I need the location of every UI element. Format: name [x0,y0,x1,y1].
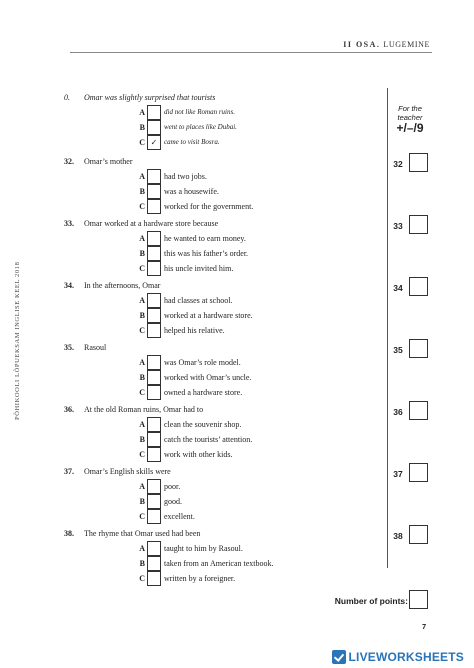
question-text: Omar was slightly surprised that tourists [84,93,216,102]
question-34 [64,279,384,338]
section-header [343,40,430,49]
answer-checkbox[interactable] [147,169,161,184]
score-label: 38 [393,531,403,541]
option-letter: C [139,512,145,521]
option-letter: C [139,138,145,147]
answer-checkbox[interactable] [147,323,161,338]
question-33 [64,217,384,276]
question-number: 34. [64,281,74,290]
option-a [64,169,384,184]
option-a [64,479,384,494]
option-letter: C [139,326,145,335]
score-input-box[interactable] [409,277,428,296]
option-letter: C [139,202,145,211]
question-number: 32. [64,157,74,166]
score-label: 35 [393,345,403,355]
option-text: written by a foreigner. [164,574,236,583]
answer-checkbox[interactable] [147,199,161,214]
answer-checkbox[interactable] [147,571,161,586]
option-c [64,571,384,586]
answer-checkbox[interactable] [147,447,161,462]
option-text: had classes at school. [164,296,233,305]
option-letter: B [139,187,145,196]
option-letter: B [139,311,145,320]
question-text: Omar worked at a hardware store because [84,219,219,228]
question-35 [64,341,384,400]
option-text: taught to him by Rasoul. [164,544,243,553]
question-38 [64,527,384,586]
answer-checkbox[interactable] [147,479,161,494]
option-letter: C [139,388,145,397]
answer-checkbox[interactable] [147,355,161,370]
answer-checkbox[interactable] [147,246,161,261]
section-title: LUGEMINE [383,40,430,49]
footer-bar [0,648,474,668]
page-number: 7 [422,622,427,631]
score-input-box[interactable] [409,153,428,172]
answer-checkbox[interactable] [147,120,161,135]
question-number: 35. [64,343,74,352]
header-divider [70,52,432,53]
option-c [64,261,384,276]
side-exam-label: PÕHIKOOLI LÕPUEKSAM INGLISE KEEL 2018 [14,261,21,420]
option-b [64,556,384,571]
section-number: II OSA. [343,40,381,49]
score-label: 32 [393,159,403,169]
option-letter: A [139,544,145,553]
option-c [64,385,384,400]
answer-checkbox[interactable] [147,417,161,432]
option-b [64,184,384,199]
answer-checkbox[interactable] [147,231,161,246]
answer-checkbox-checked[interactable]: ✓ [147,135,161,150]
question-0 [64,91,384,150]
question-text: At the old Roman ruins, Omar had to [84,405,204,414]
option-text: was Omar’s role model. [164,358,241,367]
answer-checkbox[interactable] [147,293,161,308]
answer-checkbox[interactable] [147,385,161,400]
logo-text: LIVEWORKSHEETS [348,650,464,664]
option-letter: B [139,435,145,444]
option-text: worked for the government. [164,202,254,211]
option-letter: A [139,420,145,429]
option-letter: A [139,234,145,243]
option-letter: A [139,108,145,117]
option-text: taken from an American textbook. [164,559,274,568]
option-text: helped his relative. [164,326,225,335]
option-text: he wanted to earn money. [164,234,246,243]
score-input-box[interactable] [409,525,428,544]
option-letter: B [139,123,145,132]
option-text: excellent. [164,512,195,521]
option-a [64,541,384,556]
option-letter: A [139,172,145,181]
option-text: clean the souvenir shop. [164,420,242,429]
question-text: The rhyme that Omar used had been [84,529,201,538]
answer-checkbox[interactable] [147,509,161,524]
option-a [64,293,384,308]
option-letter: B [139,497,145,506]
points-input-box[interactable] [409,590,428,609]
question-37 [64,465,384,524]
score-label: 34 [393,283,403,293]
option-text: was a housewife. [164,187,219,196]
question-text: Rasoul [84,343,107,352]
option-letter: B [139,559,145,568]
teacher-column-divider [387,88,388,568]
option-text: good. [164,497,182,506]
answer-checkbox[interactable] [147,556,161,571]
option-c [64,323,384,338]
option-b [64,494,384,509]
score-input-box[interactable] [409,401,428,420]
option-a [64,417,384,432]
option-c [64,509,384,524]
points-label: Number of points: [334,596,408,606]
question-number: 33. [64,219,74,228]
option-letter: A [139,482,145,491]
question-text: Omar’s mother [84,157,133,166]
option-letter: C [139,450,145,459]
teacher-column-heading: For the teacher [397,104,423,122]
answer-checkbox[interactable] [147,370,161,385]
option-text: had two jobs. [164,172,207,181]
option-b [64,432,384,447]
option-a [64,231,384,246]
option-text: catch the tourists’ attention. [164,435,253,444]
question-number: 0. [64,93,70,102]
option-text: did not like Roman ruins. [164,108,235,116]
option-letter: C [139,264,145,273]
answer-checkbox[interactable] [147,261,161,276]
answer-checkbox[interactable] [147,541,161,556]
checkmark-logo-icon [332,650,346,664]
score-label: 36 [393,407,403,417]
score-input-box[interactable] [409,215,428,234]
option-letter: B [139,249,145,258]
question-number: 37. [64,467,74,476]
question-number: 36. [64,405,74,414]
option-text: poor. [164,482,181,491]
question-text: In the afternoons, Omar [84,281,161,290]
option-text: went to places like Dubai. [164,123,237,131]
option-b [64,370,384,385]
option-text: worked at a hardware store. [164,311,253,320]
question-text: Omar’s English skills were [84,467,171,476]
question-32 [64,155,384,214]
answer-checkbox[interactable] [147,105,161,120]
score-input-box[interactable] [409,463,428,482]
option-letter: A [139,358,145,367]
option-text: work with other kids. [164,450,233,459]
option-letter: B [139,373,145,382]
option-text: worked with Omar’s uncle. [164,373,252,382]
option-a [64,355,384,370]
option-b [64,120,384,135]
answer-checkbox[interactable] [147,308,161,323]
score-label: 33 [393,221,403,231]
liveworksheets-logo[interactable] [332,650,464,664]
option-c [64,199,384,214]
option-letter: C [139,574,145,583]
option-text: his uncle invited him. [164,264,234,273]
score-input-box[interactable] [409,339,428,358]
option-text: this was his father’s order. [164,249,249,258]
option-letter: A [139,296,145,305]
option-c [64,447,384,462]
question-number: 38. [64,529,74,538]
option-b [64,308,384,323]
option-a [64,105,384,120]
option-b [64,246,384,261]
answer-checkbox[interactable] [147,432,161,447]
answer-checkbox[interactable] [147,494,161,509]
answer-checkbox[interactable] [147,184,161,199]
option-c [64,135,384,150]
score-label: 37 [393,469,403,479]
question-36 [64,403,384,462]
option-text: came to visit Bosra. [164,138,220,146]
teacher-scoring-key: +/–/9 [396,121,424,135]
option-text: owned a hardware store. [164,388,243,397]
